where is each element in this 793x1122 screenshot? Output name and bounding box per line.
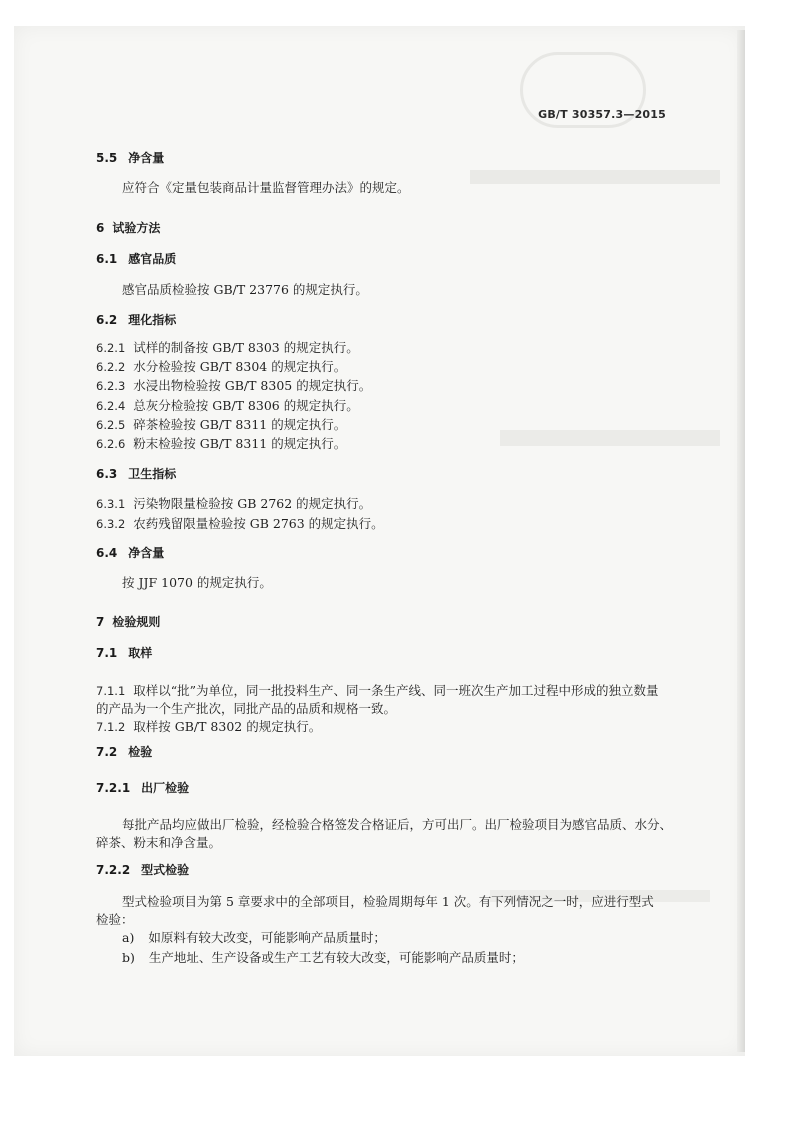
section-title: 出厂检验 [141,781,190,795]
clause-continuation: 的产品为一个生产批次，同批产品的品质和规格一致。 [96,701,397,716]
clause-number: 6.2.5 [96,418,126,432]
chapter-heading-6 [96,220,160,236]
section-number: 7.2.2 [96,863,131,877]
paragraph: 按 JJF 1070 的规定执行。 [122,575,272,590]
section-number: 6.2 [96,313,118,327]
clause-6-3-1 [96,496,371,512]
clause-6-2-4 [96,398,359,414]
section-heading-5-5 [96,150,164,166]
document-code: GB/T 30357.3—2015 [538,108,666,121]
show-through-mark [500,430,720,446]
section-title: 感官品质 [128,252,177,266]
list-item [122,930,386,946]
chapter-title: 检验规则 [112,615,161,629]
clause-number: 6.2.4 [96,399,126,413]
clause-6-2-2 [96,359,346,375]
section-number: 7.2 [96,745,118,759]
clause-number: 6.3.1 [96,497,126,511]
chapter-number: 6 [96,221,105,235]
clause-6-2-6 [96,436,346,452]
clause-text: 水浸出物检验按 GB/T 8305 的规定执行。 [133,378,372,393]
clause-7-1-1 [96,683,659,699]
section-heading-7-2-1 [96,780,189,796]
section-heading-7-2 [96,744,152,760]
paragraph-continuation: 检验： [96,912,134,927]
clause-text: 试样的制备按 GB/T 8303 的规定执行。 [133,340,359,355]
paragraph: 应符合《定量包装商品计量监督管理办法》的规定。 [122,180,410,195]
section-title: 净含量 [128,151,165,165]
section-title: 理化指标 [128,313,177,327]
chapter-heading-7 [96,614,160,630]
paragraph-continuation: 碎茶、粉末和净含量。 [96,835,222,850]
section-title: 取样 [128,646,153,660]
list-item [122,950,524,966]
paragraph: 感官品质检验按 GB/T 23776 的规定执行。 [122,282,368,297]
section-heading-7-2-2 [96,862,189,878]
clause-text: 粉末检验按 GB/T 8311 的规定执行。 [133,436,347,451]
section-number: 5.5 [96,151,118,165]
section-number: 7.1 [96,646,118,660]
section-heading-6-3 [96,466,176,482]
section-heading-7-1 [96,645,152,661]
clause-text: 取样按 GB/T 8302 的规定执行。 [133,719,322,734]
paragraph: 型式检验项目为第 5 章要求中的全部项目，检验周期每年 1 次。有下列情况之一时，应进行型式 [122,894,654,909]
list-marker: a) [122,930,135,945]
section-title: 卫生指标 [128,467,177,481]
section-number: 7.2.1 [96,781,131,795]
clause-text: 污染物限量检验按 GB 2762 的规定执行。 [133,496,372,511]
clause-text: 碎茶检验按 GB/T 8311 的规定执行。 [133,417,347,432]
clause-number: 6.2.2 [96,360,126,374]
paragraph: 每批产品均应做出厂检验，经检验合格签发合格证后，方可出厂。出厂检验项目为感官品质、水分、 [122,817,673,832]
clause-number: 7.1.1 [96,684,126,698]
clause-number: 6.2.3 [96,379,126,393]
section-title: 净含量 [128,546,165,560]
clause-text: 水分检验按 GB/T 8304 的规定执行。 [133,359,347,374]
clause-6-2-3 [96,378,371,394]
clause-6-2-1 [96,340,359,356]
clause-number: 6.3.2 [96,517,126,531]
section-heading-6-4 [96,545,164,561]
list-text: 生产地址、生产设备或生产工艺有较大改变，可能影响产品质量时； [148,950,524,965]
clause-7-1-2 [96,719,321,735]
clause-number: 6.2.1 [96,341,126,355]
section-title: 型式检验 [141,863,190,877]
section-heading-6-2 [96,312,176,328]
section-heading-6-1 [96,251,176,267]
clause-text: 总灰分检验按 GB/T 8306 的规定执行。 [133,398,359,413]
clause-number: 7.1.2 [96,720,126,734]
clause-6-2-5 [96,417,346,433]
chapter-title: 试验方法 [112,221,161,235]
clause-text: 农药残留限量检验按 GB 2763 的规定执行。 [133,516,384,531]
list-text: 如原料有较大改变，可能影响产品质量时； [148,930,386,945]
section-number: 6.4 [96,546,118,560]
section-number: 6.1 [96,252,118,266]
clause-6-3-2 [96,516,384,532]
section-number: 6.3 [96,467,118,481]
page-edge [737,30,745,1052]
clause-text: 取样以“批”为单位，同一批投料生产、同一条生产线、同一班次生产加工过程中形成的独立数量 [133,683,659,698]
show-through-mark [470,170,720,184]
clause-number: 6.2.6 [96,437,126,451]
list-marker: b) [122,950,135,965]
section-title: 检验 [128,745,153,759]
chapter-number: 7 [96,615,105,629]
